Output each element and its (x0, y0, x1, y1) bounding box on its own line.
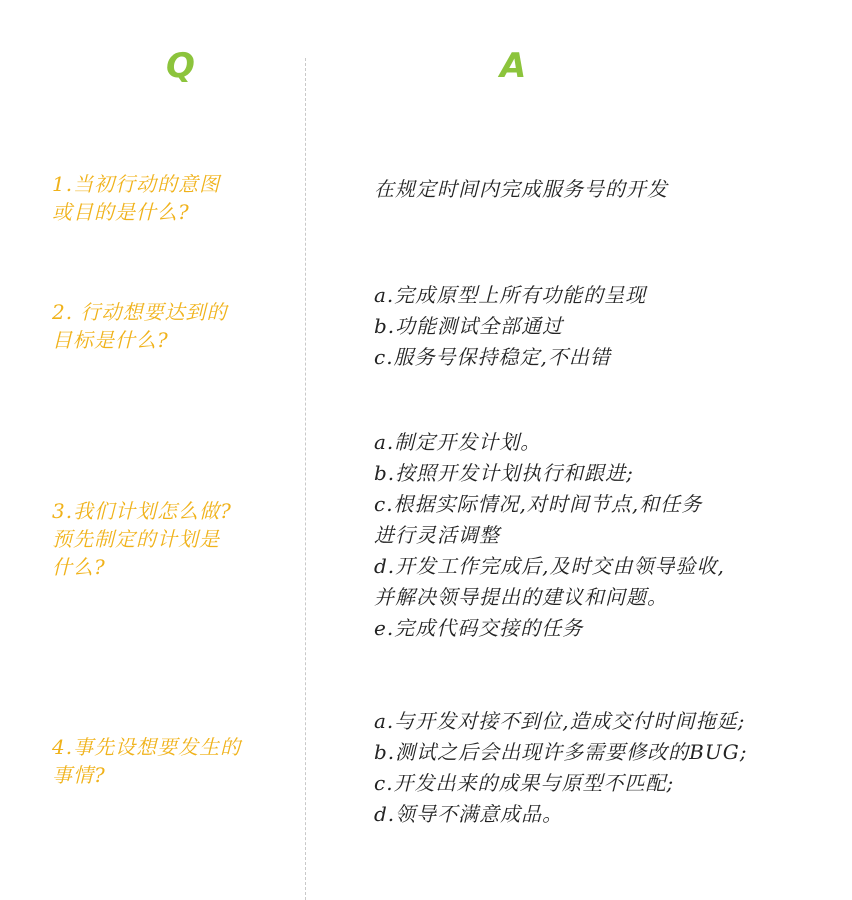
question-4-line: 4.事先设想要发生的 (52, 735, 242, 759)
answer-3 (374, 427, 844, 644)
question-3-line: 预先制定的计划是 (52, 527, 220, 551)
answer-2-line: c.服务号保持稳定,不出错 (374, 345, 611, 369)
answer-2 (374, 280, 844, 373)
answer-3-line: e.完成代码交接的任务 (374, 616, 584, 640)
question-4-line: 事情? (52, 763, 106, 787)
question-2 (52, 298, 292, 354)
answer-4-line: b.测试之后会出现许多需要修改的BUG; (374, 740, 748, 764)
answer-3-line: 进行灵活调整 (374, 523, 500, 547)
answer-4-line: c.开发出来的成果与原型不匹配; (374, 771, 675, 795)
question-2-line: 目标是什么? (52, 328, 169, 352)
answer-column-header: A (500, 46, 527, 86)
question-2-line: 2. 行动想要达到的 (52, 300, 228, 324)
answer-3-line: d.开发工作完成后,及时交由领导验收, (374, 554, 725, 578)
question-3-line: 3.我们计划怎么做? (52, 499, 232, 523)
question-3 (52, 497, 292, 581)
answer-1-line: 在规定时间内完成服务号的开发 (374, 177, 668, 201)
answer-3-line: c.根据实际情况,对时间节点,和任务 (374, 492, 703, 516)
question-column-header: Q (166, 46, 195, 86)
question-1-line: 或目的是什么? (52, 200, 190, 224)
answer-3-line: b.按照开发计划执行和跟进; (374, 461, 634, 485)
answer-1 (374, 174, 844, 205)
question-3-line: 什么? (52, 555, 106, 579)
question-1-line: 1.当初行动的意图 (52, 172, 221, 196)
answer-3-line: a.制定开发计划。 (374, 430, 542, 454)
answer-2-line: a.完成原型上所有功能的呈现 (374, 283, 647, 307)
answer-4 (374, 706, 844, 830)
column-divider (305, 58, 306, 900)
answer-4-line: d.领导不满意成品。 (374, 802, 564, 826)
answer-4-line: a.与开发对接不到位,造成交付时间拖延; (374, 709, 746, 733)
answer-3-line: 并解决领导提出的建议和问题。 (374, 585, 668, 609)
question-1 (52, 170, 292, 226)
answer-2-line: b.功能测试全部通过 (374, 314, 564, 338)
question-4 (52, 733, 292, 789)
